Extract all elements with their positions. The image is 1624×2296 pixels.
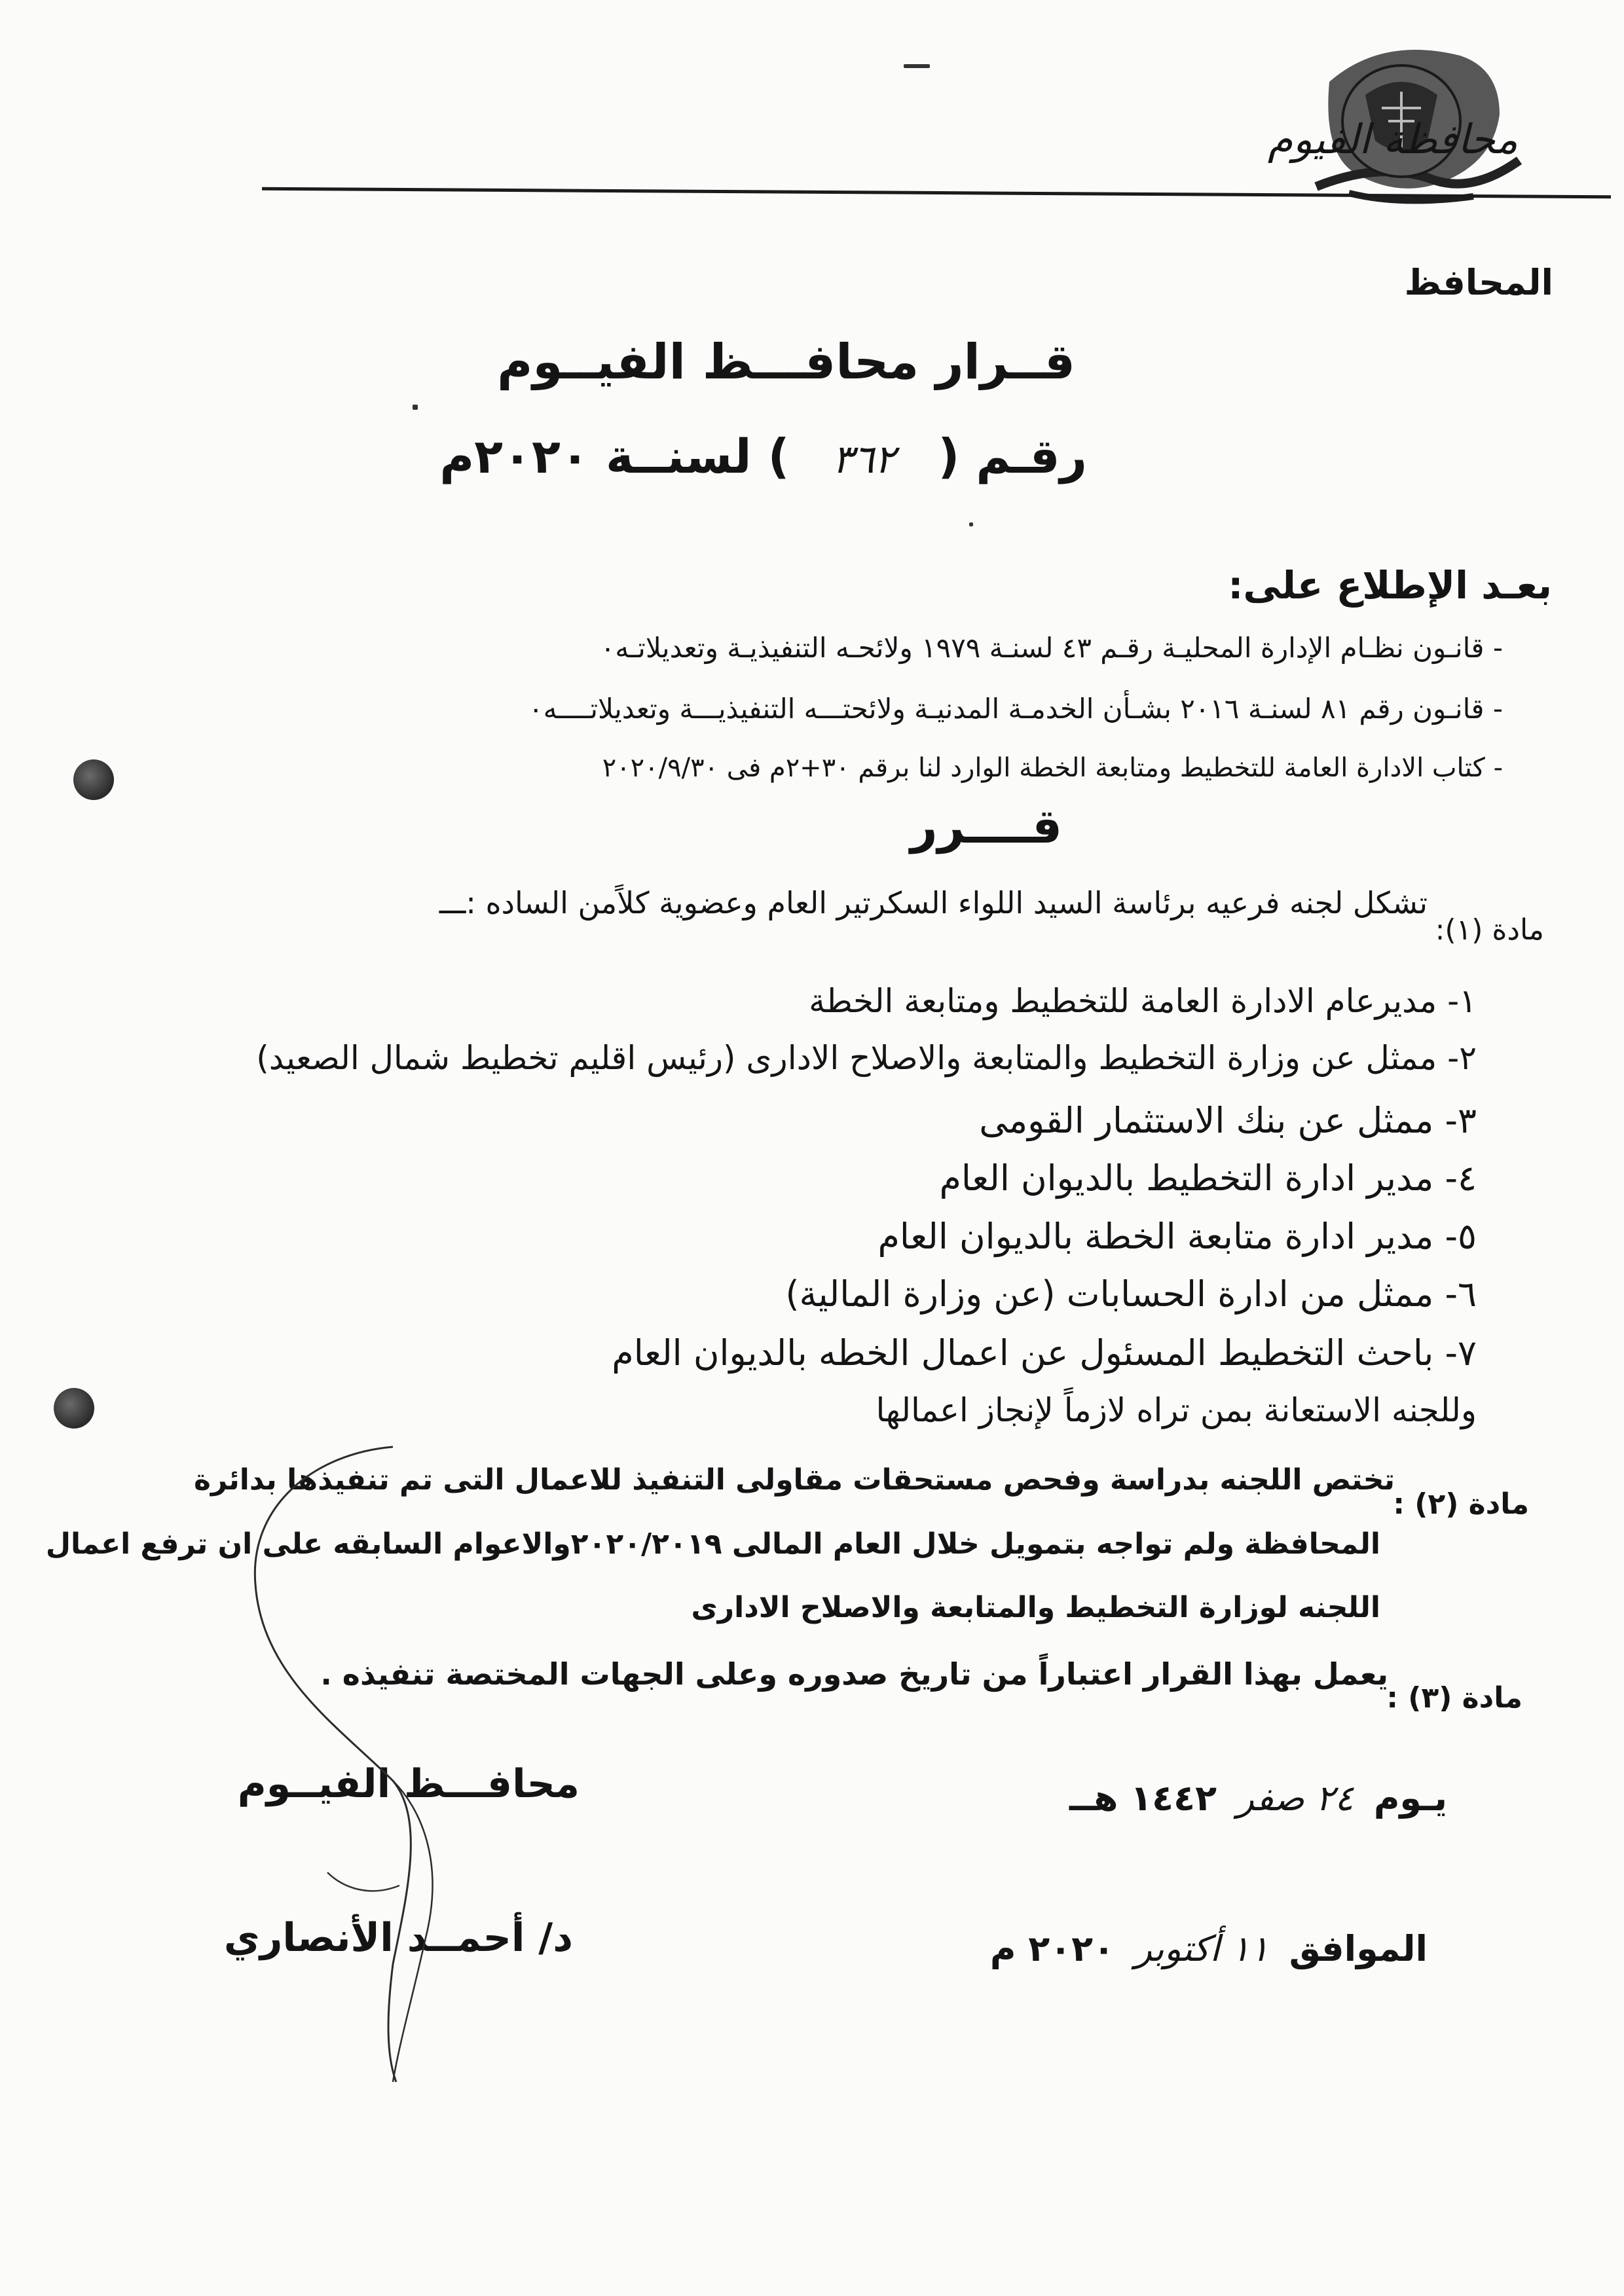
signatory-title: محافـــظ الفيــوم <box>237 1761 580 1807</box>
letterhead-title: محافظة الفيوم <box>1267 115 1518 163</box>
decree-number-handwritten: ٣٦٢ <box>832 437 896 483</box>
preamble-item: - قانـون رقم ٨١ لسنـة ٢٠١٦ بشـأن الخدمـة المدنيـة ولائحتـــه التنفيذيـــة وتعديلاتــــه٠ <box>528 693 1503 725</box>
preamble-heading: بعـد الإطلاع على: <box>1228 563 1552 608</box>
article1-closing: وللجنه الاستعانة بمن تراه لازماً لإنجاز اعمالها <box>876 1391 1477 1429</box>
decision-heading: قــــرر <box>910 799 1062 854</box>
gregorian-date-handwritten: ١١ أكتوبر <box>1134 1928 1269 1969</box>
signatory-name: د/ أحمــد الأنصاري <box>223 1915 573 1961</box>
article2-line: اللجنه لوزارة التخطيط والمتابعة والاصلاح الادارى <box>691 1591 1380 1624</box>
hijri-date-suffix: ١٤٤٢ هــ <box>1069 1777 1217 1819</box>
preamble-item: - كتاب الادارة العامة للتخطيط ومتابعة الخطة الوارد لنا برقم ٣٠+٢م فى ٢٠٢٠/٩/٣٠ <box>602 753 1503 783</box>
article2-line: المحافظة ولم تواجه بتمويل خلال العام المالى ٢٠٢٠/٢٠١٩والاعوام السابقه على ان ترفع اعمال <box>45 1527 1380 1561</box>
article1-label: مادة (١): <box>1435 913 1544 947</box>
article3-label: مادة (٣) : <box>1386 1681 1522 1715</box>
member-item: ٤- مدير ادارة التخطيط بالديوان العام <box>939 1157 1477 1199</box>
gregorian-date-suffix: ٢٠٢٠ م <box>989 1928 1115 1969</box>
scan-speck <box>904 64 930 68</box>
decree-number-line <box>439 429 1087 484</box>
gregorian-date-line <box>990 1928 1428 1969</box>
scan-speck <box>413 405 418 410</box>
gregorian-date-prefix: الموافق <box>1289 1928 1428 1969</box>
decree-title: قــرار محافـــظ الفيــوم <box>497 334 1075 390</box>
article1-text: تشكل لجنه فرعيه برئاسة السيد اللواء السكرتير العام وعضوية كلاًمن الساده :ـــ <box>439 885 1428 920</box>
scan-speck <box>969 522 973 526</box>
decree-number-prefix: رقـم ( <box>938 429 1087 484</box>
hijri-date-handwritten: ٢٤ صفر <box>1236 1777 1354 1819</box>
member-item: ٧- باحث التخطيط المسئول عن اعمال الخطه بالديوان العام <box>612 1332 1477 1374</box>
punch-hole <box>54 1388 94 1429</box>
hijri-date-line <box>1069 1777 1447 1819</box>
article2-label: مادة (٢) : <box>1393 1487 1529 1521</box>
member-item: ٢- ممثل عن وزارة التخطيط والمتابعة والاصلاح الادارى (رئيس اقليم تخطيط شمال الصعيد) <box>256 1039 1477 1077</box>
decree-number-suffix: ) لسنــة ٢٠٢٠م <box>439 429 790 484</box>
article3-text: يعمل بهذا القرار اعتباراً من تاريخ صدوره وعلى الجهات المختصة تنفيذه . <box>320 1656 1388 1692</box>
hijri-date-prefix: يـوم <box>1373 1777 1447 1819</box>
member-item: ١- مديرعام الادارة العامة للتخطيط ومتابعة الخطة <box>809 982 1477 1020</box>
member-item: ٦- ممثل من ادارة الحسابات (عن وزارة المالية) <box>785 1273 1477 1315</box>
preamble-item: - قانـون نظـام الإدارة المحليـة رقـم ٤٣ لسنـة ١٩٧٩ ولائحـه التنفيذيـة وتعديلاتـه٠ <box>600 632 1503 664</box>
issuer-label: المحافظ <box>1404 262 1553 303</box>
member-item: ٥- مدير ادارة متابعة الخطة بالديوان العام <box>877 1216 1477 1257</box>
member-item: ٣- ممثل عن بنك الاستثمار القومى <box>979 1100 1477 1141</box>
article2-line: تختص اللجنه بدراسة وفحص مستحقات مقاولى التنفيذ للاعمال التى تم تنفيذها بدائرة <box>193 1463 1395 1497</box>
punch-hole <box>73 759 114 800</box>
